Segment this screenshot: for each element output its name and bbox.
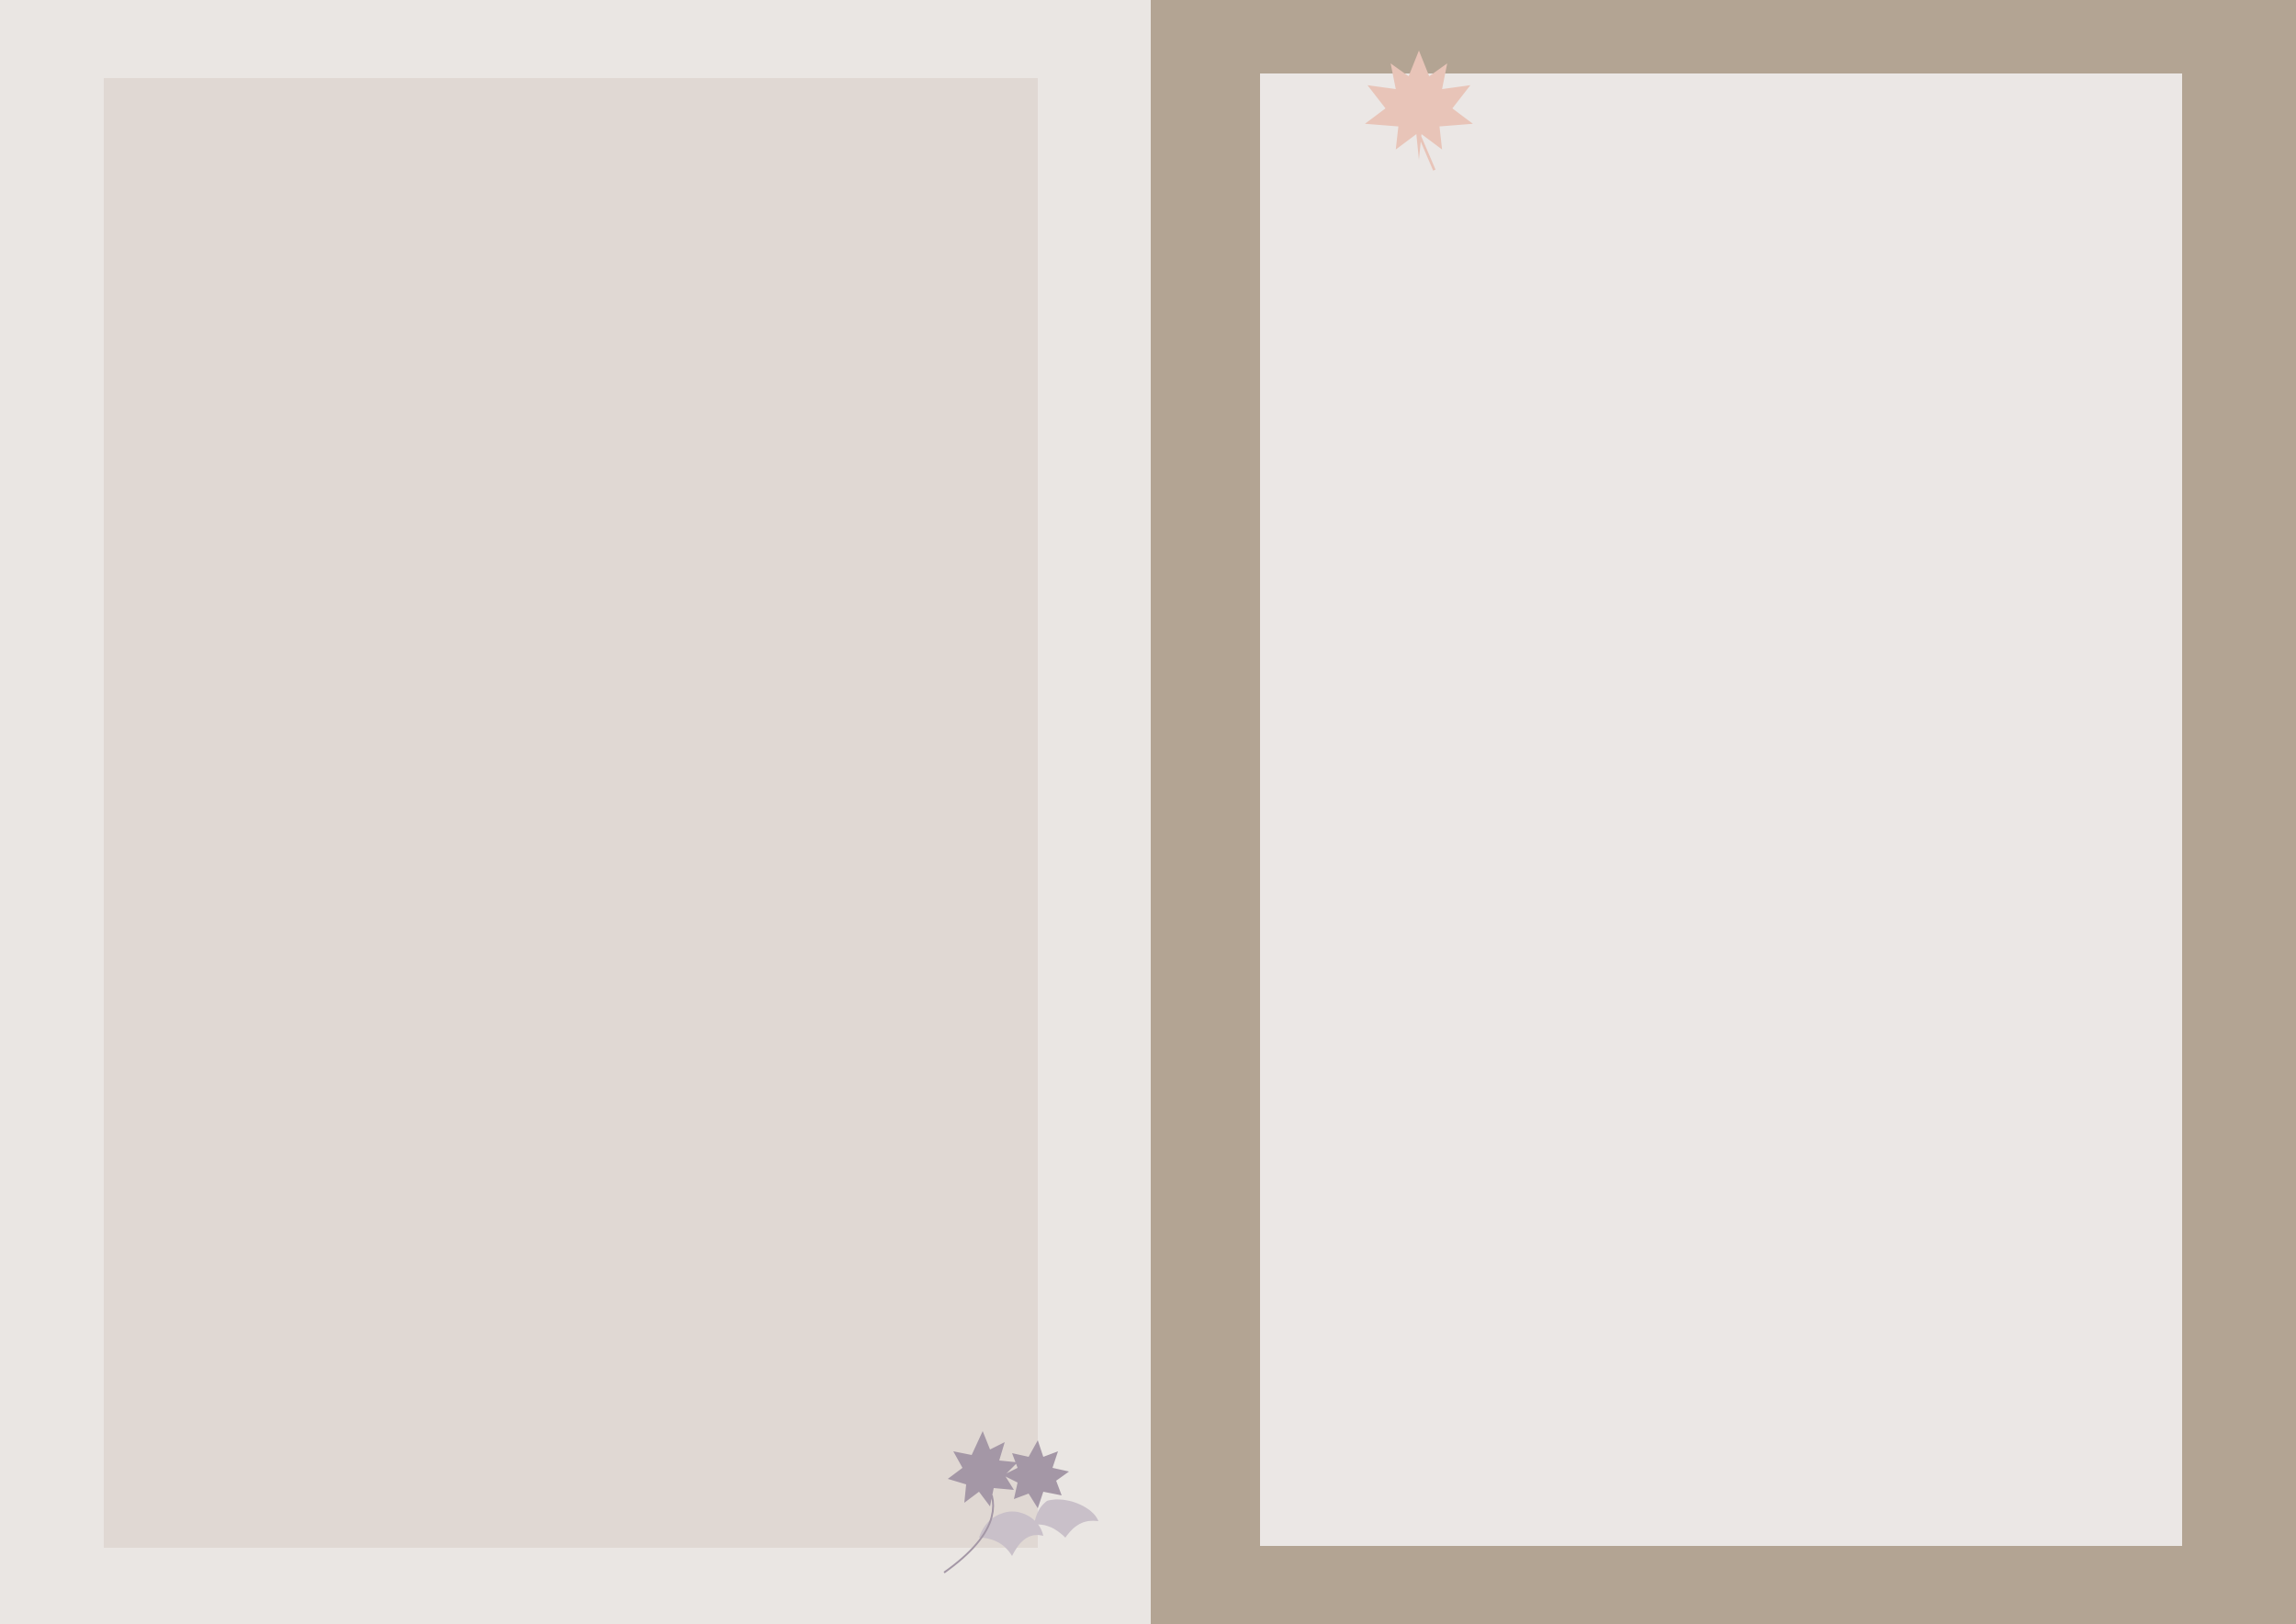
leaf-cluster-icon [937,1422,1111,1578]
picnic-heading [1260,908,2182,981]
list-item [1260,196,2182,232]
list-item [104,813,1038,850]
list-item [104,412,1038,449]
list-item [104,485,1038,522]
or-danish-line [104,1068,1038,1105]
right-menu-column [1260,86,2182,1243]
light-bite-section [104,266,1038,1287]
picnic-price [1260,1206,2182,1243]
list-item [104,594,1038,631]
list-item [104,448,1038,485]
last-single-section [1260,416,2182,853]
list-item [104,922,1038,959]
list-item [104,886,1038,923]
list-item [104,850,1038,886]
list-item [104,1178,1038,1214]
list-item [104,704,1038,740]
bucks-fizz-description [1260,744,2182,781]
list-item [1260,268,2182,305]
picnic-heading-line [1260,945,2182,982]
list-item [104,740,1038,777]
list-item [104,1142,1038,1179]
list-item [104,777,1038,814]
list-item [104,522,1038,558]
croissants-title [104,266,1038,303]
list-item [1260,231,2182,268]
bagels-title [104,668,1038,705]
bucks-fizz-price [1260,818,2182,854]
bagel-fillings-list [104,704,1038,1032]
picnic-heading-line [1260,908,2182,945]
list-item [1260,1097,2182,1133]
list-item [1260,1133,2182,1170]
list-item [1260,1024,2182,1061]
croissant-fillings-list [104,303,1038,631]
list-item [104,376,1038,412]
list-item [104,558,1038,595]
list-item [104,996,1038,1032]
bucks-fizz [1260,708,2182,745]
bucks-fizz-description [1260,781,2182,818]
list-item [1260,987,2182,1024]
list-item [1260,1060,2182,1097]
last-single-tagline [1260,416,2182,453]
list-item [104,339,1038,376]
tuck-in-price [1260,342,2182,378]
prosecco-white-price [1260,525,2182,562]
light-bite-price [104,1251,1038,1288]
maple-leaf-icon [1355,44,1483,173]
list-item [104,959,1038,996]
prosecco-white [1260,490,2182,526]
picnic-section [1260,908,2182,1242]
prosecco-rose [1260,599,2182,636]
list-item [104,1105,1038,1142]
prosecco-rose-price [1260,635,2182,671]
list-item [104,303,1038,340]
